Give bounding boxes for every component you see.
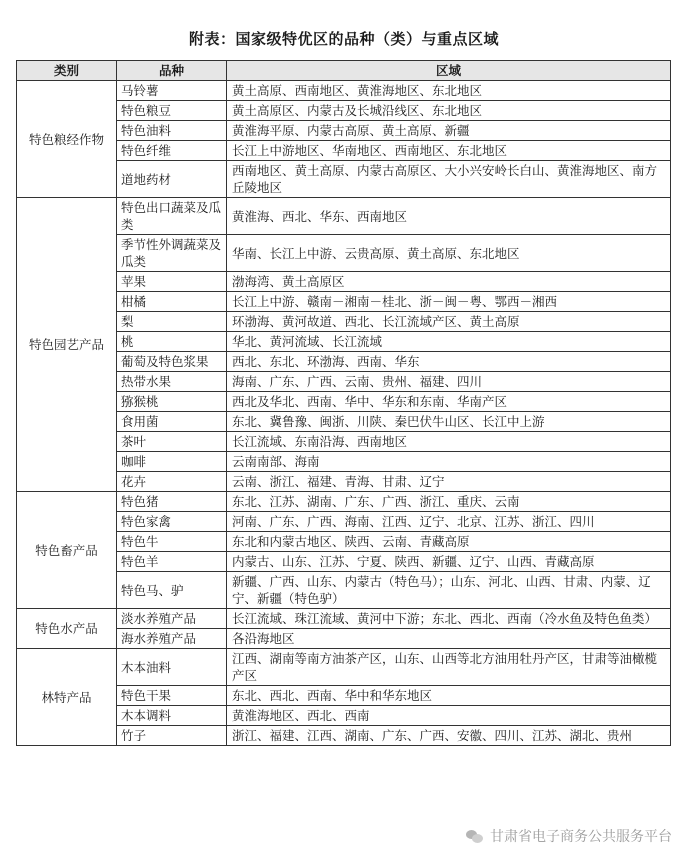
header-variety: 品种 <box>117 61 227 81</box>
variety-cell: 特色马、驴 <box>117 572 227 609</box>
region-cell: 环渤海、黄河故道、西北、长江流域产区、黄土高原 <box>227 312 671 332</box>
variety-cell: 竹子 <box>117 726 227 746</box>
region-cell: 东北、西北、西南、华中和华东地区 <box>227 686 671 706</box>
variety-cell: 花卉 <box>117 472 227 492</box>
variety-cell: 特色猪 <box>117 492 227 512</box>
region-cell: 长江流域、东南沿海、西南地区 <box>227 432 671 452</box>
variety-cell: 特色干果 <box>117 686 227 706</box>
variety-cell: 猕猴桃 <box>117 392 227 412</box>
category-cell: 特色水产品 <box>17 609 117 649</box>
region-cell: 江西、湖南等南方油茶产区，山东、山西等北方油用牡丹产区，甘肃等油橄榄产区 <box>227 649 671 686</box>
category-cell: 特色畜产品 <box>17 492 117 609</box>
variety-cell: 特色羊 <box>117 552 227 572</box>
region-cell: 新疆、广西、山东、内蒙古（特色马）；山东、河北、山西、甘肃、内蒙、辽宁、新疆（特色驴） <box>227 572 671 609</box>
region-cell: 云南、浙江、福建、青海、甘肃、辽宁 <box>227 472 671 492</box>
region-cell: 河南、广东、广西、海南、江西、辽宁、北京、江苏、浙江、四川 <box>227 512 671 532</box>
header-region: 区域 <box>227 61 671 81</box>
region-cell: 各沿海地区 <box>227 629 671 649</box>
variety-cell: 特色粮豆 <box>117 101 227 121</box>
region-cell: 黄淮海、西北、华东、西南地区 <box>227 198 671 235</box>
variety-cell: 木本油料 <box>117 649 227 686</box>
variety-cell: 茶叶 <box>117 432 227 452</box>
region-cell: 黄土高原、西南地区、黄淮海地区、东北地区 <box>227 81 671 101</box>
variety-cell: 特色纤维 <box>117 141 227 161</box>
region-cell: 华北、黄河流域、长江流域 <box>227 332 671 352</box>
table-row <box>17 198 671 235</box>
header-category: 类别 <box>17 61 117 81</box>
variety-cell: 特色家禽 <box>117 512 227 532</box>
category-cell: 特色园艺产品 <box>17 198 117 492</box>
region-cell: 黄淮海地区、西北、西南 <box>227 706 671 726</box>
region-cell: 东北和内蒙古地区、陕西、云南、青藏高原 <box>227 532 671 552</box>
table-row <box>17 609 671 629</box>
variety-cell: 淡水养殖产品 <box>117 609 227 629</box>
region-cell: 海南、广东、广西、云南、贵州、福建、四川 <box>227 372 671 392</box>
variety-cell: 苹果 <box>117 272 227 292</box>
region-cell: 渤海湾、黄土高原区 <box>227 272 671 292</box>
watermark <box>466 825 672 847</box>
region-cell: 东北、冀鲁豫、闽浙、川陕、秦巴伏牛山区、长江中上游 <box>227 412 671 432</box>
table-header-row <box>17 61 671 81</box>
table-body <box>17 81 671 746</box>
variety-cell: 特色油料 <box>117 121 227 141</box>
region-cell: 西北、东北、环渤海、西南、华东 <box>227 352 671 372</box>
category-cell: 林特产品 <box>17 649 117 746</box>
variety-cell: 食用菌 <box>117 412 227 432</box>
region-cell: 浙江、福建、江西、湖南、广东、广西、安徽、四川、江苏、湖北、贵州 <box>227 726 671 746</box>
variety-cell: 特色出口蔬菜及瓜类 <box>117 198 227 235</box>
wechat-icon <box>466 828 484 844</box>
region-cell: 黄土高原区、内蒙古及长城沿线区、东北地区 <box>227 101 671 121</box>
region-cell: 东北、江苏、湖南、广东、广西、浙江、重庆、云南 <box>227 492 671 512</box>
region-cell: 长江上中游、赣南－湘南－桂北、浙－闽－粤、鄂西－湘西 <box>227 292 671 312</box>
variety-cell: 道地药材 <box>117 161 227 198</box>
region-cell: 华南、长江上中游、云贵高原、黄土高原、东北地区 <box>227 235 671 272</box>
table-row <box>17 492 671 512</box>
variety-cell: 桃 <box>117 332 227 352</box>
region-cell: 西北及华北、西南、华中、华东和东南、华南产区 <box>227 392 671 412</box>
variety-cell: 季节性外调蔬菜及瓜类 <box>117 235 227 272</box>
region-cell: 西南地区、黄土高原、内蒙古高原区、大小兴安岭长白山、黄淮海地区、南方丘陵地区 <box>227 161 671 198</box>
variety-cell: 海水养殖产品 <box>117 629 227 649</box>
variety-cell: 柑橘 <box>117 292 227 312</box>
variety-cell: 热带水果 <box>117 372 227 392</box>
table-row <box>17 649 671 686</box>
region-cell: 内蒙古、山东、江苏、宁夏、陕西、新疆、辽宁、山西、青藏高原 <box>227 552 671 572</box>
region-cell: 长江流域、珠江流域、黄河中下游；东北、西北、西南（冷水鱼及特色鱼类） <box>227 609 671 629</box>
region-cell: 长江上中游地区、华南地区、西南地区、东北地区 <box>227 141 671 161</box>
variety-cell: 特色牛 <box>117 532 227 552</box>
region-cell: 黄淮海平原、内蒙古高原、黄土高原、新疆 <box>227 121 671 141</box>
category-cell: 特色粮经作物 <box>17 81 117 198</box>
table-row <box>17 81 671 101</box>
specialty-region-table <box>16 60 671 746</box>
variety-cell: 咖啡 <box>117 452 227 472</box>
page-title: 附表：国家级特优区的品种（类）与重点区域 <box>188 30 499 48</box>
variety-cell: 马铃薯 <box>117 81 227 101</box>
variety-cell: 木本调料 <box>117 706 227 726</box>
watermark-text: 甘肃省电子商务公共服务平台 <box>490 829 672 845</box>
region-cell: 云南南部、海南 <box>227 452 671 472</box>
variety-cell: 葡萄及特色浆果 <box>117 352 227 372</box>
variety-cell: 梨 <box>117 312 227 332</box>
